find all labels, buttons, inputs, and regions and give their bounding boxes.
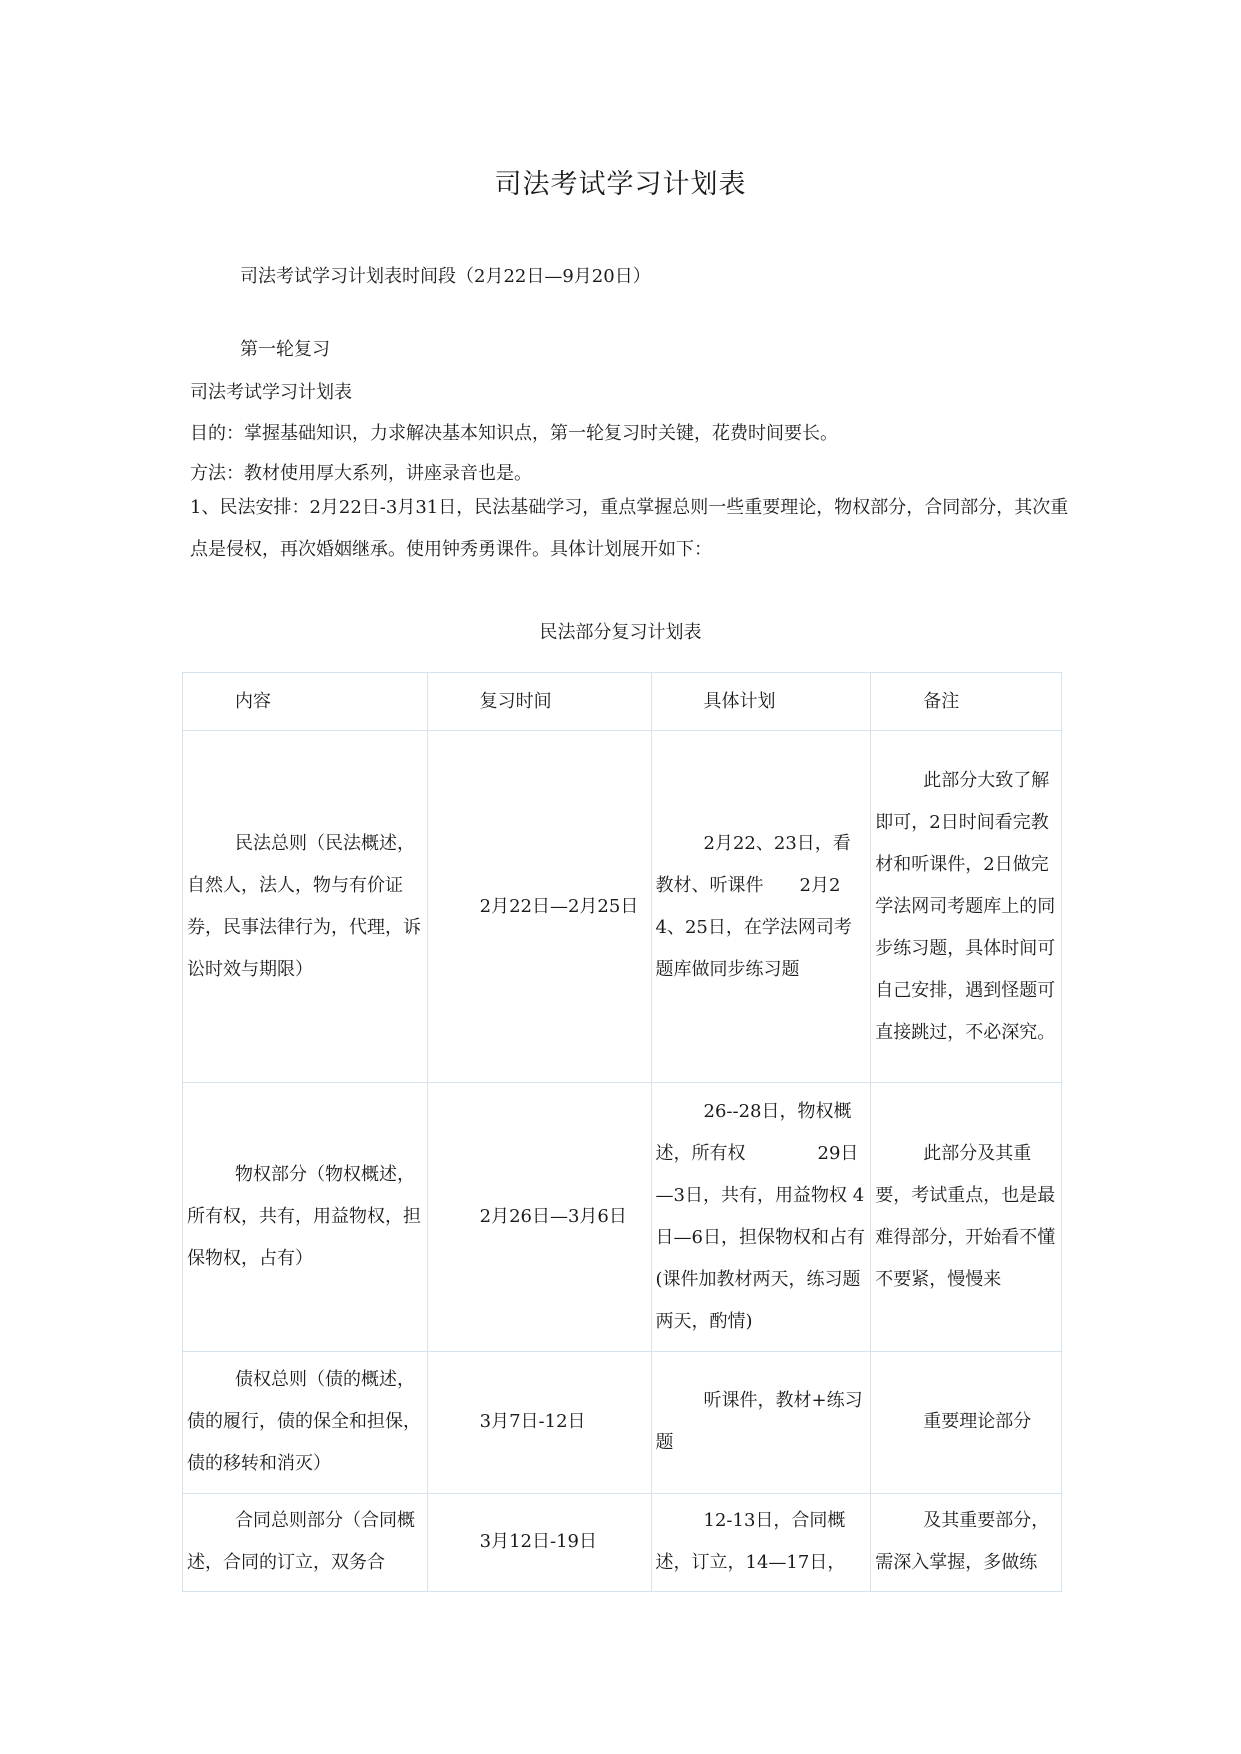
row-time: 2月22日—2月25日	[427, 731, 651, 1083]
row-content: 民法总则（民法概述，自然人，法人，物与有价证券，民事法律行为，代理，诉讼时效与期限）	[183, 731, 428, 1083]
header-plan: 具体计划	[651, 673, 871, 731]
round-heading: 第一轮复习	[240, 339, 330, 360]
table-header-row	[183, 673, 1062, 731]
row-plan: 2月22、23日，看教材、听课件 2月24、25日，在学法网司考题库做同步练习题	[651, 731, 871, 1083]
row-plan: 12-13日，合同概述，订立，14—17日，	[651, 1493, 871, 1591]
row-note: 重要理论部分	[871, 1351, 1062, 1493]
table-row	[183, 1083, 1062, 1351]
row-plan: 26--28日，物权概述，所有权 29日—3日，共有，用益物权 4日—6日，担保物权和占有(课件加教材两天，练习题两天，酌情)	[651, 1083, 871, 1351]
civil-intro-paragraph: 1、民法安排：2月22日-3月31日，民法基础学习，重点掌握总则一些重要理论，物权部分，合同部分，其次重点是侵权，再次婚姻继承。使用钟秀勇课件。具体计划展开如下：	[190, 497, 1069, 560]
purpose-line: 目的：掌握基础知识，力求解决基本知识点，第一轮复习时关键，花费时间要长。	[190, 423, 838, 444]
row-time: 3月12日-19日	[427, 1493, 651, 1591]
row-content: 合同总则部分（合同概述，合同的订立，双务合	[183, 1493, 428, 1591]
row-content: 物权部分（物权概述，所有权，共有，用益物权，担保物权，占有）	[183, 1083, 428, 1351]
table-row	[183, 1351, 1062, 1493]
table-row	[183, 1493, 1062, 1591]
header-time: 复习时间	[427, 673, 651, 731]
row-content: 债权总则（债的概述，债的履行，债的保全和担保，债的移转和消灭）	[183, 1351, 428, 1493]
subtitle-line: 司法考试学习计划表	[190, 382, 352, 403]
table-row	[183, 731, 1062, 1083]
header-content: 内容	[183, 673, 428, 731]
page-title: 司法考试学习计划表	[494, 169, 747, 200]
civil-law-plan-table	[182, 672, 1062, 1592]
period-line: 司法考试学习计划表时间段（2月22日—9月20日）	[240, 266, 651, 287]
method-line: 方法：教材使用厚大系列，讲座录音也是。	[190, 463, 532, 484]
row-time: 3月7日-12日	[427, 1351, 651, 1493]
row-time: 2月26日—3月6日	[427, 1083, 651, 1351]
row-note: 及其重要部分，需深入掌握，多做练	[871, 1493, 1062, 1591]
table-caption: 民法部分复习计划表	[539, 622, 702, 643]
row-note: 此部分及其重要，考试重点，也是最难得部分，开始看不懂不要紧，慢慢来	[871, 1083, 1062, 1351]
row-note: 此部分大致了解即可，2日时间看完教材和听课件，2日做完学法网司考题库上的同步练习题，具体时间可自己安排，遇到怪题可直接跳过，不必深究。	[871, 731, 1062, 1083]
header-note: 备注	[871, 673, 1062, 731]
row-plan: 听课件，教材+练习题	[651, 1351, 871, 1493]
